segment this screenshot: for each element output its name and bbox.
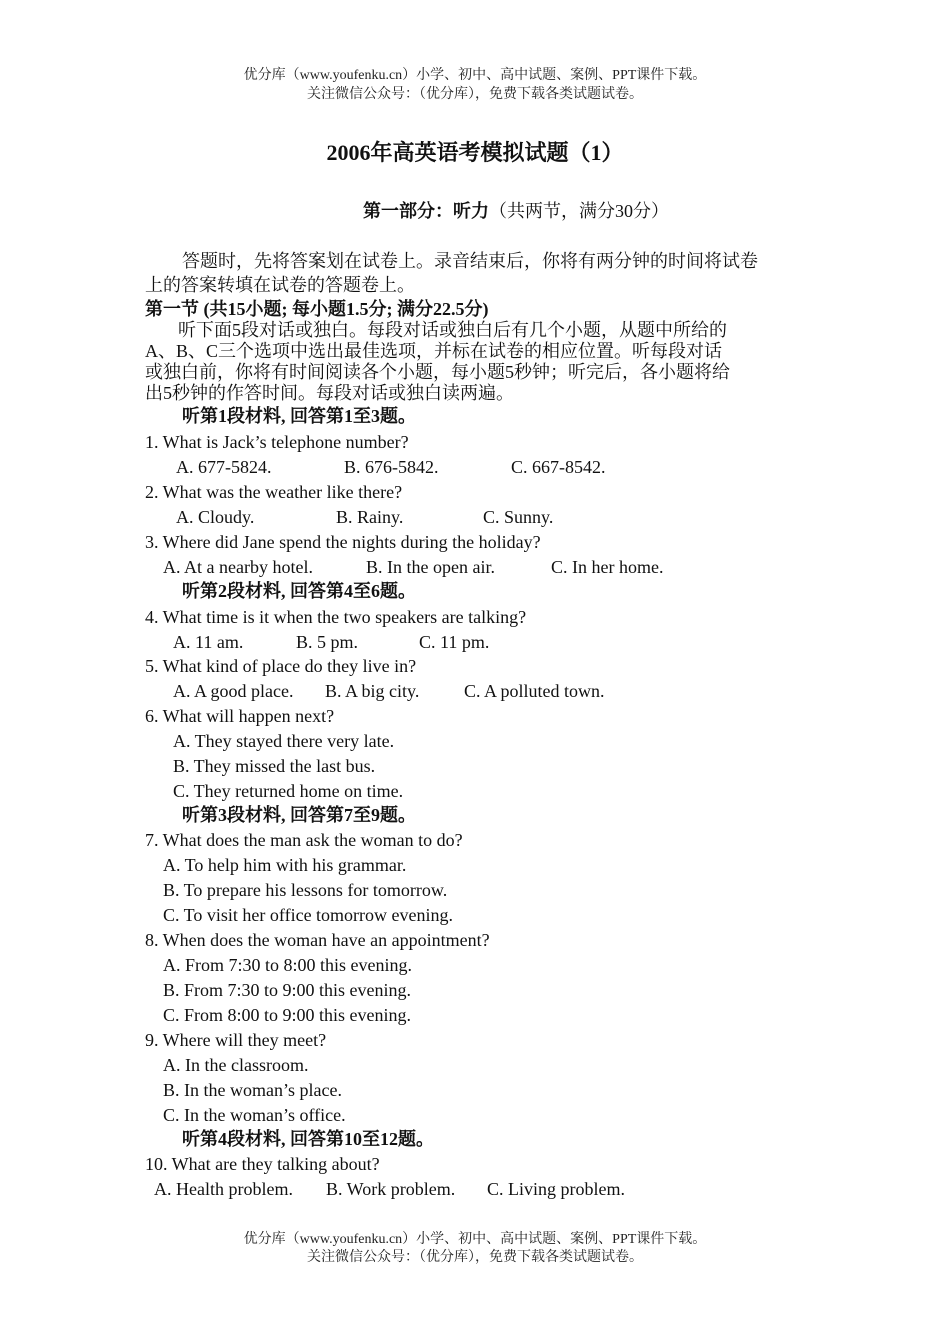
part-heading-main: 第一部分：听力 — [363, 201, 489, 221]
intro-line-2: 上的答案转填在试卷的答题卷上。 — [145, 275, 415, 295]
part-heading — [363, 201, 669, 222]
question-1-option-c: C. 667-8542. — [511, 457, 606, 477]
question-6-stem: 6. What will happen next? — [145, 706, 335, 726]
question-2-option-b: B. Rainy. — [336, 507, 404, 527]
question-7-stem: 7. What does the man ask the woman to do? — [145, 830, 463, 850]
footer-line-2: 关注微信公众号：（优分库），免费下载各类试题试卷。 — [307, 1250, 643, 1265]
question-4-stem: 4. What time is it when the two speakers are talking? — [145, 607, 527, 627]
question-4-option-a: A. 11 am. — [173, 632, 244, 652]
question-2-option-a: A. Cloudy. — [176, 507, 255, 527]
header-line-2: 关注微信公众号：（优分库），免费下载各类试题试卷。 — [307, 87, 643, 102]
question-10-option-a: A. Health problem. — [154, 1179, 293, 1199]
question-3-option-c: C. In her home. — [551, 557, 664, 577]
section-1-heading: 第一节 (共15小题; 每小题1.5分; 满分22.5分) — [145, 299, 489, 319]
material-3-heading: 听第3段材料, 回答第7至9题。 — [182, 805, 416, 825]
question-9-option-c: C. In the woman’s office. — [163, 1105, 346, 1125]
question-3-option-a: A. At a nearby hotel. — [163, 557, 313, 577]
intro-line-1: 答题时，先将答案划在试卷上。录音结束后，你将有两分钟的时间将试卷 — [182, 251, 758, 271]
question-2-option-c: C. Sunny. — [483, 507, 554, 527]
question-8-stem: 8. When does the woman have an appointment? — [145, 930, 490, 950]
material-4-heading: 听第4段材料, 回答第10至12题。 — [182, 1129, 434, 1149]
question-2-stem: 2. What was the weather like there? — [145, 482, 403, 502]
page-title: 2006年高英语考模拟试题（1） — [326, 140, 624, 165]
question-1-option-b: B. 676-5842. — [344, 457, 439, 477]
question-8-option-a: A. From 7:30 to 8:00 this evening. — [163, 955, 412, 975]
question-5-option-c: C. A polluted town. — [464, 681, 605, 701]
question-9-stem: 9. Where will they meet? — [145, 1030, 327, 1050]
section-1-instruction-2: A、B、C三个选项中选出最佳选项，并标在试卷的相应位置。听每段对话 — [145, 341, 723, 361]
question-8-option-c: C. From 8:00 to 9:00 this evening. — [163, 1005, 412, 1025]
question-7-option-b: B. To prepare his lessons for tomorrow. — [163, 880, 448, 900]
question-8-option-b: B. From 7:30 to 9:00 this evening. — [163, 980, 412, 1000]
question-7-option-c: C. To visit her office tomorrow evening. — [163, 905, 454, 925]
question-10-option-b: B. Work problem. — [326, 1179, 456, 1199]
question-9-option-b: B. In the woman’s place. — [163, 1080, 342, 1100]
question-5-option-a: A. A good place. — [173, 681, 294, 701]
section-1-instruction-4: 出5秒钟的作答时间。每段对话或独白读两遍。 — [145, 383, 514, 403]
question-4-option-c: C. 11 pm. — [419, 632, 490, 652]
part-heading-note: （共两节，满分30分） — [489, 201, 669, 221]
question-5-option-b: B. A big city. — [325, 681, 420, 701]
question-4-option-b: B. 5 pm. — [296, 632, 359, 652]
question-10-stem: 10. What are they talking about? — [145, 1154, 380, 1174]
question-6-option-b: B. They missed the last bus. — [173, 756, 376, 776]
section-1-instruction-1: 听下面5段对话或独白。每段对话或独白后有几个小题，从题中所给的 — [178, 320, 727, 340]
question-3-option-b: B. In the open air. — [366, 557, 495, 577]
question-10-option-c: C. Living problem. — [487, 1179, 625, 1199]
question-5-stem: 5. What kind of place do they live in? — [145, 656, 417, 676]
footer-line-1: 优分库（www.youfenku.cn）小学、初中、高中试题、案例、PPT课件下载。 — [243, 1232, 707, 1247]
question-3-stem: 3. Where did Jane spend the nights during the holiday? — [145, 532, 541, 552]
question-1-stem: 1. What is Jack’s telephone number? — [145, 432, 409, 452]
section-1-instruction-3: 或独白前，你将有时间阅读各个小题，每小题5秒钟；听完后，各小题将给 — [145, 362, 730, 382]
question-9-option-a: A. In the classroom. — [163, 1055, 309, 1075]
question-1-option-a: A. 677-5824. — [176, 457, 272, 477]
question-6-option-a: A. They stayed there very late. — [173, 731, 395, 751]
question-7-option-a: A. To help him with his grammar. — [163, 855, 407, 875]
question-6-option-c: C. They returned home on time. — [173, 781, 404, 801]
material-2-heading: 听第2段材料, 回答第4至6题。 — [182, 581, 416, 601]
material-1-heading: 听第1段材料, 回答第1至3题。 — [182, 406, 416, 426]
header-line-1: 优分库（www.youfenku.cn）小学、初中、高中试题、案例、PPT课件下载。 — [243, 68, 707, 83]
